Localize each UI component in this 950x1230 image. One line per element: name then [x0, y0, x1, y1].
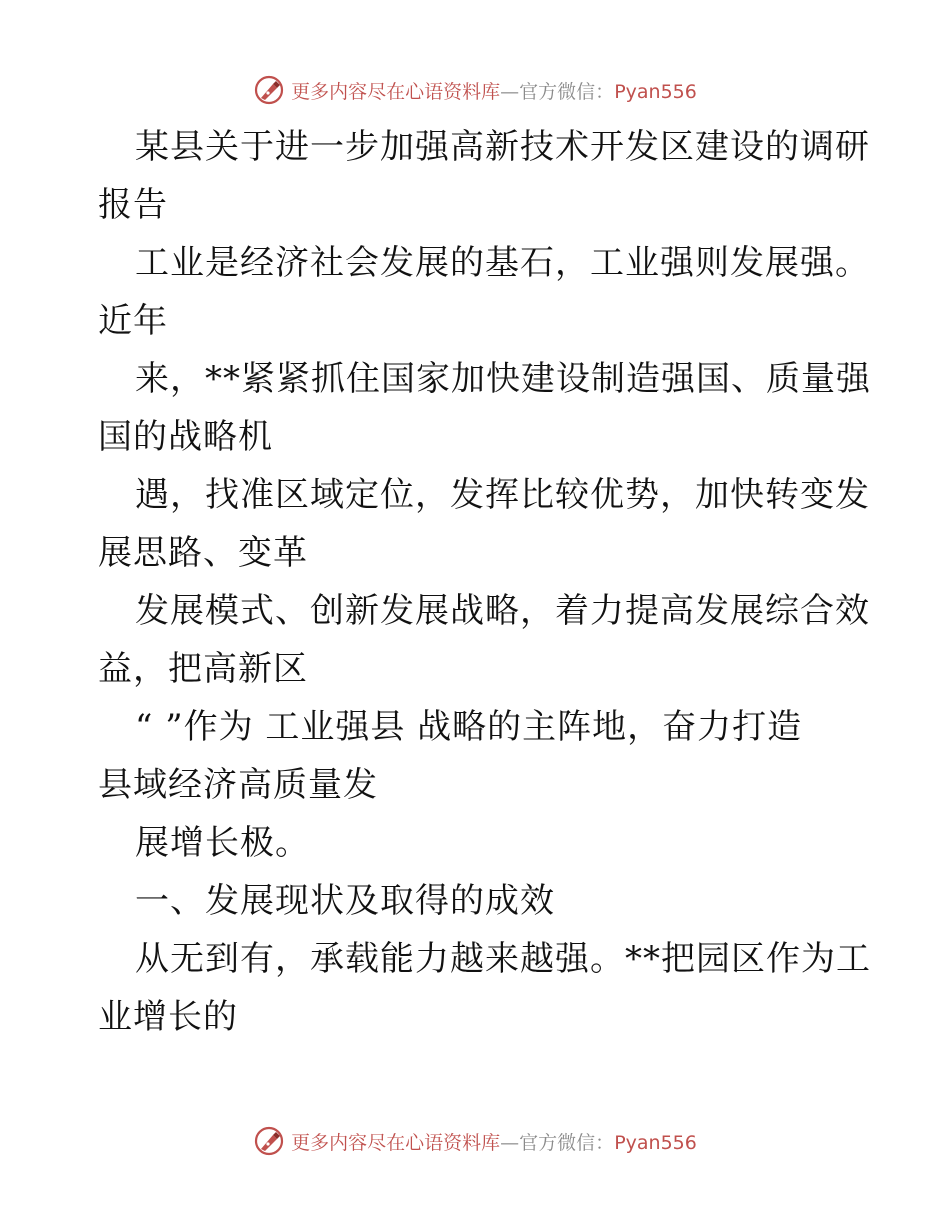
doc-paragraph-line: 遇，找准区域定位，发挥比较优势，加快转变发	[135, 475, 870, 515]
doc-paragraph-line: 国的战略机	[98, 417, 273, 457]
doc-paragraph-line: 近年	[98, 301, 168, 341]
header-watermark	[0, 70, 950, 110]
doc-paragraph-line: 展思路、变革	[98, 533, 308, 573]
doc-paragraph-line: 展增长极。	[135, 823, 310, 863]
pen-nib-logo-icon	[253, 1125, 285, 1157]
watermark-wechat-id: Pyan556	[614, 80, 697, 103]
watermark-separator: —	[500, 80, 520, 103]
doc-paragraph-line: 业增长的	[98, 997, 238, 1037]
doc-paragraph-line: “ ”作为 工业强县 战略的主阵地，奋力打造	[135, 707, 803, 747]
section-heading: 一、发展现状及取得的成效	[135, 881, 555, 921]
doc-paragraph-line: 工业是经济社会发展的基石，工业强则发展强。	[135, 243, 870, 283]
watermark-wechat-id: Pyan556	[614, 1131, 697, 1154]
doc-title-line-2: 报告	[98, 185, 168, 225]
footer-watermark	[0, 1121, 950, 1161]
pen-nib-logo-icon	[253, 74, 285, 106]
watermark-separator: —	[500, 1131, 520, 1154]
document-body	[98, 118, 871, 1046]
doc-paragraph-line: 从无到有，承载能力越来越强。**把园区作为工	[135, 939, 871, 979]
doc-paragraph-line: 来，**紧紧抓住国家加快建设制造强国、质量强	[135, 359, 871, 399]
watermark-brand: 更多内容尽在心语资料库	[291, 1131, 501, 1154]
watermark-official-label: 官方微信：	[519, 80, 615, 103]
watermark-official-label: 官方微信：	[519, 1131, 615, 1154]
doc-paragraph-line: 益，把高新区	[98, 649, 308, 689]
watermark-brand: 更多内容尽在心语资料库	[291, 80, 501, 103]
doc-title-line-1: 某县关于进一步加强高新技术开发区建设的调研	[135, 127, 870, 167]
doc-paragraph-line: 发展模式、创新发展战略，着力提高发展综合效	[135, 591, 870, 631]
doc-paragraph-line: 县域经济高质量发	[98, 765, 378, 805]
